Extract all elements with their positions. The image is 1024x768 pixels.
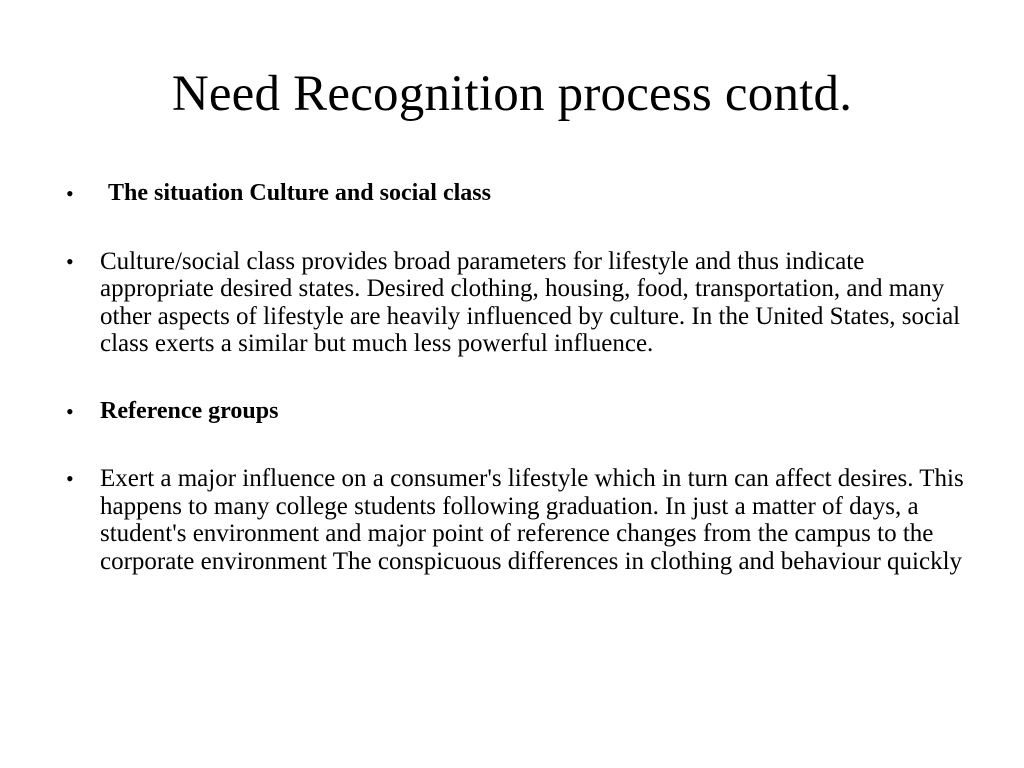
bullet-text-culture: Culture/social class provides broad parameters for lifestyle and thus indicate appropriate desired states. Desired clothing, housing, food, transportation, and many other aspects of lifestyle are heavily influenced by culture. In the United States, social class exerts a similar but much less powerful influence.: [100, 247, 961, 357]
bullet-list: [66, 180, 976, 575]
slide-title: Need Recognition process contd.: [171, 66, 853, 122]
bullet-item: [66, 465, 976, 575]
bullet-marker: •: [66, 181, 74, 206]
bullet-item: [66, 398, 976, 426]
bullet-text-reference: Exert a major influence on a consumer's lifestyle which in turn can affect desires. This happens to many college students following graduation. In just a matter of days, a student's environment and major point of reference changes from the campus to the corporate environment The conspicuous differences in clothing and behaviour quickly: [100, 465, 964, 575]
bullet-heading-situation: The situation Culture and social class: [108, 180, 491, 206]
bullet-marker: •: [66, 398, 74, 424]
bullet-marker: •: [66, 248, 74, 274]
bullet-item: [66, 180, 976, 208]
bullet-item: [66, 248, 976, 358]
bullet-marker: •: [66, 466, 74, 491]
bullet-heading-reference-groups: Reference groups: [100, 397, 279, 424]
